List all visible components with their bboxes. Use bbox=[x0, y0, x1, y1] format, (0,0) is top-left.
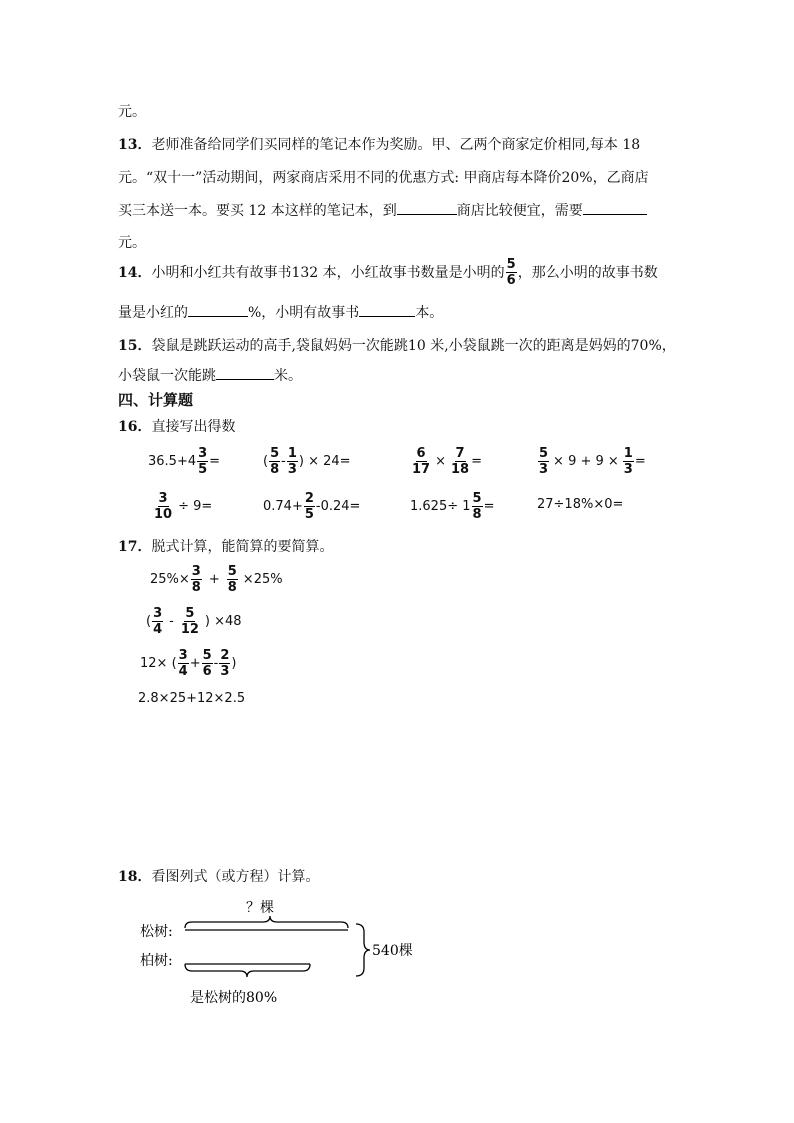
question-15-line-1: 15．袋鼠是跳跃运动的高手,袋鼠妈妈一次能跳10 米,小袋鼠跳一次的距离是妈妈的70%， bbox=[118, 338, 676, 354]
calc-item: 1.625÷ 1 $\frac{5}{8}$ = bbox=[410, 490, 495, 522]
question-18-title: 18．看图列式（或方程）计算。 bbox=[118, 869, 320, 885]
question-13-line-3: 买三本送一本。要买 12 本这样的笔记本，到 商店比较便宜，需要 bbox=[118, 200, 647, 220]
question-13-line-4: 元。 bbox=[118, 235, 146, 251]
q12-tail: 元。 bbox=[118, 104, 146, 120]
question-14-line-2: 量是小红的 %，小明有故事书 本。 bbox=[118, 302, 443, 322]
calc-item: 27÷18%×0= bbox=[537, 497, 624, 512]
question-number: 16． bbox=[118, 419, 152, 435]
question-number: 14． bbox=[118, 265, 152, 281]
calc-item: $\frac{5}{3}$ × 9 + 9 × $\frac{1}{3}$ = bbox=[539, 445, 646, 477]
fraction: $\frac{5}{6}$ bbox=[506, 256, 516, 288]
calc-item: 0.74+ $\frac{2}{5}$ -0.24= bbox=[263, 490, 361, 522]
question-number: 17． bbox=[118, 539, 152, 555]
answer-blank[interactable] bbox=[188, 302, 248, 317]
answer-blank[interactable] bbox=[359, 302, 415, 317]
question-15-line-2: 小袋鼠一次能跳 米。 bbox=[118, 365, 302, 385]
calc-item: ( $\frac{5}{8}$ - $\frac{1}{3}$ ) × 24= bbox=[263, 445, 351, 477]
total-label: 540棵 bbox=[372, 943, 413, 959]
question-14-line-1: 14． 小明和小红共有故事书132 本，小红故事书数量是小明的 $\frac{5}{6}$ ，那么小明的故事书数 bbox=[118, 256, 658, 288]
question-16-title: 16．直接写出得数 bbox=[118, 419, 236, 435]
question-number: 13． bbox=[118, 137, 152, 153]
calc-item: 36.5+4 $\frac{3}{5}$ = bbox=[148, 445, 221, 477]
ratio-note: 是松树的80% bbox=[190, 990, 278, 1006]
bottom-brace bbox=[185, 964, 310, 977]
expression-2: ( $\frac{3}{4}$ - $\frac{5}{12}$ ) ×48 bbox=[146, 605, 242, 637]
question-label: ？棵 bbox=[246, 900, 274, 916]
question-17-title: 17．脱式计算，能简算的要简算。 bbox=[118, 539, 334, 555]
right-brace bbox=[356, 924, 370, 976]
section-heading: 四、计算题 bbox=[118, 391, 194, 409]
calc-item: $\frac{3}{10}$ ÷ 9= bbox=[154, 490, 213, 522]
question-text: 老师准备给同学们买同样的笔记本作为奖励。甲、乙两个商家定价相同,每本 18 bbox=[151, 137, 641, 153]
line-segment-diagram bbox=[130, 890, 430, 1015]
question-number: 15． bbox=[118, 338, 152, 354]
question-number: 18． bbox=[118, 869, 152, 885]
expression-1: 25%× $\frac{3}{8}$ + $\frac{5}{8}$ ×25% bbox=[150, 563, 283, 595]
expression-3: 12× ( $\frac{3}{4}$ + $\frac{5}{6}$ - $\frac{2}{3}$ ) bbox=[140, 647, 237, 679]
answer-blank[interactable] bbox=[216, 365, 274, 380]
calc-item: $\frac{6}{17}$ × $\frac{7}{18}$ = bbox=[412, 445, 482, 477]
top-brace bbox=[185, 916, 348, 928]
pine-label: 松树: bbox=[140, 924, 173, 940]
question-13-line-2: 元。“双十一”活动期间，两家商店采用不同的优惠方式: 甲商店每本降价20%，乙商店 bbox=[118, 170, 649, 186]
cypress-label: 柏树: bbox=[140, 953, 173, 969]
answer-blank[interactable] bbox=[583, 200, 647, 215]
expression-4: 2.8×25+12×2.5 bbox=[138, 691, 246, 706]
answer-blank[interactable] bbox=[397, 200, 457, 215]
question-13-line-1 bbox=[118, 134, 640, 154]
